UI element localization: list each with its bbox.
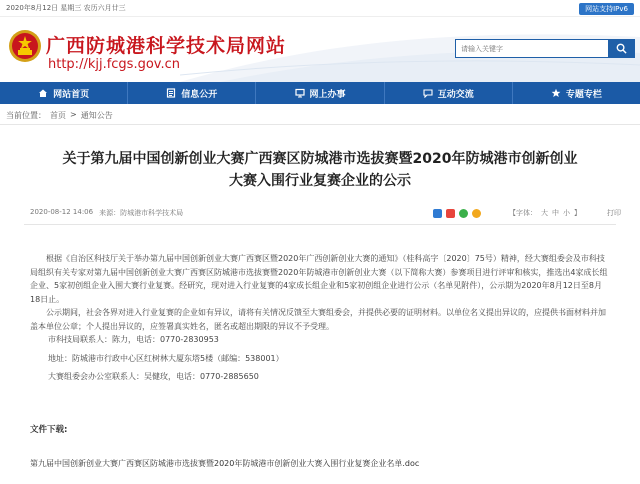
- ipv6-badge[interactable]: 网站支持IPv6: [579, 3, 634, 15]
- site-title[interactable]: 广西防城港科学技术局网站: [46, 35, 287, 57]
- meta-divider: [24, 224, 616, 225]
- publish-date: 2020-08-12 14:06: [30, 208, 94, 216]
- home-icon: [38, 88, 48, 98]
- nav-item-special-topics[interactable]: [513, 82, 640, 104]
- source-value: 防城港市科学技术局: [120, 209, 184, 217]
- breadcrumb-current[interactable]: 通知公告: [80, 111, 113, 120]
- nav-item-label: 网上办事: [309, 89, 346, 100]
- share-wechat-icon[interactable]: [459, 209, 468, 218]
- nav-item-label: 互动交流: [437, 89, 474, 100]
- breadcrumb: [6, 110, 113, 121]
- article-paragraph: 公示期间，社会各界对进入行业复赛的企业如有异议，请将有关情况反馈至大赛组委会，并提供必要的证明材料。以单位名义提出异议的，应提供书面材料并加盖本单位公章；个人提出异议的，应签署真实姓名，匿名或超出期限的异议不予受理。: [30, 308, 606, 331]
- monitor-icon: [295, 88, 305, 98]
- article-meta: [30, 208, 183, 218]
- font-size-small[interactable]: 小: [563, 209, 570, 217]
- search-box: [455, 39, 635, 58]
- nav-item-interaction[interactable]: [385, 82, 513, 104]
- article-body: [30, 252, 610, 384]
- share-qq-icon[interactable]: [472, 209, 481, 218]
- site-url: http://kjj.fcgs.gov.cn: [48, 57, 180, 72]
- article-title-line: 大赛入围行业复赛企业的公示: [229, 173, 411, 189]
- nav-item-label: 专题专栏: [565, 89, 602, 100]
- chat-icon: [423, 88, 433, 98]
- download-label: 文件下载:: [30, 425, 68, 435]
- nav-item-info-public[interactable]: [128, 82, 256, 104]
- font-size-medium[interactable]: 中: [552, 209, 559, 217]
- nav-item-label: 信息公开: [181, 89, 218, 100]
- font-size-label: 【字体：: [509, 209, 537, 217]
- search-icon: [616, 43, 627, 54]
- share-weibo-icon[interactable]: [446, 209, 455, 218]
- font-size-large[interactable]: 大: [541, 209, 548, 217]
- share-qzone-icon[interactable]: [433, 209, 442, 218]
- search-button[interactable]: [608, 40, 634, 57]
- nav-item-label: 网站首页: [53, 89, 90, 100]
- nav-item-home[interactable]: [0, 82, 128, 104]
- article-title-line: 关于第九届中国创新创业大赛广西赛区防城港市选拔赛暨2020年防城港市创新创业: [62, 151, 578, 167]
- national-emblem-icon: [8, 29, 42, 63]
- source-label: 来源：: [99, 209, 121, 217]
- download-file-link[interactable]: 第九届中国创新创业大赛广西赛区防城港市选拔赛暨2020年防城港市创新创业大赛入围行业复赛企业名单.doc: [30, 459, 420, 468]
- article-paragraph: 根据《自治区科技厅关于举办第九届中国创新创业大赛广西赛区暨2020年广西创新创业大赛的通知》（桂科高字〔2020〕75号）精神，经大赛组委会及市科技局组织有关专家对第九届中国创新创业大赛广西赛区防城港市选拔赛暨2020年防城港市创新创业大赛（以下简称大赛）参赛项目进行评审和核实，推选出4家成长组企业、5家初创组企业入围大赛行业复赛。经研究，现对进入行业复赛的4家成长组企业和5家初创组企业进行公示（名单见附件），公示期为2020年8月12日至8月18日止。: [30, 254, 608, 304]
- info-icon: [166, 88, 176, 98]
- contact-line: 市科技局联系人：陈力，电话：0770-2830953: [48, 335, 219, 344]
- breadcrumb-divider: [0, 124, 640, 125]
- article-title: [20, 148, 620, 192]
- print-link[interactable]: 打印: [607, 209, 621, 217]
- search-input[interactable]: [456, 40, 608, 57]
- address-line: 地址：防城港市行政中心区红树林大厦东塔5楼（邮编：538001）: [48, 353, 284, 363]
- font-size-close: 】: [574, 209, 581, 217]
- nav-item-online-service[interactable]: [256, 82, 384, 104]
- breadcrumb-separator: >: [70, 110, 77, 119]
- top-bar: [0, 0, 640, 17]
- contact-line: 大赛组委会办公室联系人：吴健玫，电话：0770-2885650: [48, 372, 259, 381]
- breadcrumb-home-link[interactable]: 首页: [50, 111, 66, 120]
- star-icon: [551, 88, 561, 98]
- current-date: 2020年8月12日 星期三 农历六月廿三: [6, 4, 126, 12]
- main-nav: [0, 82, 640, 104]
- breadcrumb-prefix: 当前位置：: [6, 111, 46, 120]
- article-tools: [433, 208, 621, 218]
- site-header: [0, 17, 640, 82]
